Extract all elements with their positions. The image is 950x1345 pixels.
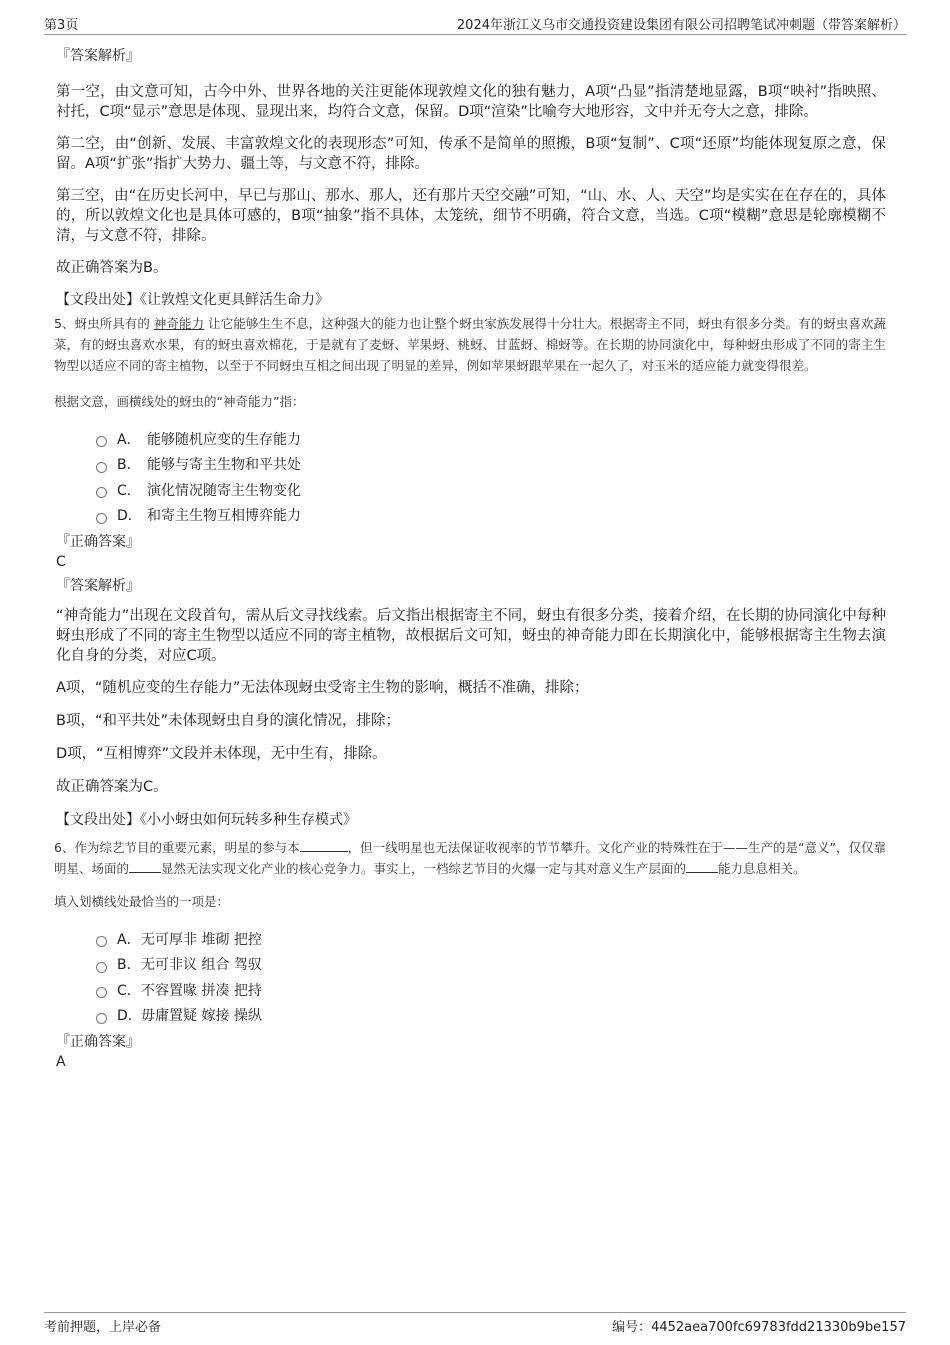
q5-analysis-p2: A项，“随机应变的生存能力”无法体现蚜虫受寄主生物的影响，概括不准确，排除； bbox=[56, 680, 589, 696]
q6-option-d[interactable] bbox=[56, 1003, 886, 1029]
q5-analysis-p1: “神奇能力”出现在文段首句，需从后文寻找线索。后文指出根据寄主不同，蚜虫有很多分类，接着介绍，在长期的协同演化中每种蚜虫形成了不同的寄主生物型以适应不同的寄主植物，故根据后文可知，蚜虫的神奇能力即在长期演化中，能够根据寄主生物去演化自身的分类，对应C项。 bbox=[56, 608, 886, 664]
q6-number: 6、 bbox=[54, 840, 75, 855]
q6-text-1: 作为综艺节目的重要元素，明星的参与本 bbox=[74, 840, 300, 855]
q6-option-c[interactable] bbox=[56, 977, 886, 1003]
radio-icon[interactable] bbox=[96, 962, 107, 973]
option-key: B． bbox=[117, 957, 141, 974]
q6-blank-1 bbox=[300, 838, 348, 852]
q4-analysis-p1: 第一空，由文意可知，古今中外、世界各地的关注更能体现敦煌文化的独有魅力，A项“凸显”指清楚地显露，B项“映衬”指映照、衬托，C项“显示”意思是体现、显现出来，均符合文意，保留。D项“渲染”比喻夸大地形容，文中并无夸大之意，排除。 bbox=[56, 84, 886, 120]
q5-option-a[interactable] bbox=[56, 426, 886, 452]
q6-text-2: ，但一线明星也无法保证收视率的节节攀升。文化产业的特殊性在于——生产的是“意义”，仅仅靠明星、场面的 bbox=[54, 840, 886, 876]
q5-question bbox=[54, 313, 886, 376]
q5-conclusion: 故正确答案为C。 bbox=[56, 779, 168, 795]
q5-correct-label: 『正确答案』 bbox=[56, 534, 140, 550]
option-key: D． bbox=[117, 508, 142, 525]
q4-analysis-p2: 第二空，由“创新、发展、丰富敦煌文化的表现形态”可知，传承不是简单的照搬，B项“复制”、C项“还原”均能体现复原之意，保留。A项“扩张”指扩大势力、疆土等，与文意不符，排除。 bbox=[56, 136, 886, 172]
option-key: C． bbox=[117, 482, 141, 499]
page-header bbox=[44, 14, 906, 35]
q6-correct-label: 『正确答案』 bbox=[56, 1034, 140, 1050]
option-text: 不容置喙 拼凑 把持 bbox=[141, 982, 262, 999]
page-number: 第3页 bbox=[44, 18, 79, 33]
option-key: B． bbox=[117, 457, 141, 474]
q6-question bbox=[54, 837, 886, 879]
q5-analysis-label: 『答案解析』 bbox=[56, 578, 140, 594]
q5-option-c[interactable] bbox=[56, 477, 886, 503]
radio-icon[interactable] bbox=[96, 987, 107, 998]
q5-option-d[interactable] bbox=[56, 503, 886, 529]
q5-text-a: 蚜虫所具有的 bbox=[74, 316, 150, 331]
q5-option-b[interactable] bbox=[56, 452, 886, 478]
radio-icon[interactable] bbox=[96, 1013, 107, 1024]
q5-options bbox=[56, 426, 886, 528]
q6-text-3: 显然无法实现文化产业的核心竞争力。事实上，一档综艺节目的火爆一定与其对意义生产层面的 bbox=[161, 861, 687, 876]
q4-analysis-label: 『答案解析』 bbox=[56, 48, 140, 64]
q5-correct-answer: C bbox=[56, 554, 66, 570]
q6-blank-2 bbox=[129, 859, 161, 873]
option-text: 和寄主生物互相博弈能力 bbox=[147, 508, 301, 525]
radio-icon[interactable] bbox=[96, 462, 107, 473]
option-text: 无可非议 组合 驾驭 bbox=[141, 957, 262, 974]
document-id: 编号：4452aea700fc69783fdd21330b9be157 bbox=[612, 1320, 906, 1335]
option-key: A． bbox=[117, 931, 141, 948]
radio-icon[interactable] bbox=[96, 513, 107, 524]
option-text: 毋庸置疑 嫁接 操纵 bbox=[141, 1008, 262, 1025]
option-key: D． bbox=[117, 1008, 142, 1025]
option-text: 能够与寄主生物和平共处 bbox=[147, 457, 301, 474]
page-content bbox=[56, 44, 886, 1072]
q6-option-b[interactable] bbox=[56, 952, 886, 978]
page-footer bbox=[44, 1312, 906, 1335]
q5-number: 5、 bbox=[54, 316, 75, 331]
q5-prompt: 根据文意，画横线处的蚜虫的“神奇能力”指： bbox=[54, 394, 305, 409]
q6-text-4: 能力息息相关。 bbox=[718, 861, 806, 876]
q5-text-b: 让它能够生生不息，这种强大的能力也让整个蚜虫家族发展得十分壮大。根据寄主不同，蚜虫有很多分类。有的蚜虫喜欢蔬菜，有的蚜虫喜欢水果，有的蚜虫喜欢棉花，于是就有了麦蚜、苹果蚜、桃蚜、甘蓝蚜、棉蚜等。在长期的协同演化中，每种蚜虫形成了不同的寄主生物型以适应不同的寄主植物，以至于不同蚜虫互相之间出现了明显的差异，例如苹果蚜跟苹果在一起久了，对玉米的适应能力就变得很差。 bbox=[54, 316, 886, 373]
q4-source: 【文段出处】《让敦煌文化更具鲜活生命力》 bbox=[56, 292, 329, 308]
radio-icon[interactable] bbox=[96, 936, 107, 947]
q4-analysis-p3: 第三空，由“在历史长河中，早已与那山、那水、那人，还有那片天空交融”可知，“山、水、人、天空”均是实实在在存在的，具体的，所以敦煌文化也是具体可感的，B项“抽象”指不具体，太笼统，细节不明确，符合文意，当选。C项“模糊”意思是轮廓模糊不清，与文意不符，排除。 bbox=[56, 188, 886, 244]
option-text: 能够随机应变的生存能力 bbox=[147, 431, 301, 448]
q6-option-a[interactable] bbox=[56, 926, 886, 952]
q6-blank-3 bbox=[686, 859, 718, 873]
option-text: 无可厚非 堆砌 把控 bbox=[141, 931, 262, 948]
q5-underlined-phrase: 神奇能力 bbox=[153, 316, 205, 331]
option-key: C． bbox=[117, 982, 141, 999]
q6-correct-answer: A bbox=[56, 1054, 66, 1070]
q4-conclusion: 故正确答案为B。 bbox=[56, 260, 168, 276]
q6-prompt: 填入划横线处最恰当的一项是： bbox=[54, 894, 230, 909]
footer-slogan: 考前押题，上岸必备 bbox=[44, 1320, 162, 1335]
radio-icon[interactable] bbox=[96, 436, 107, 447]
option-text: 演化情况随寄主生物变化 bbox=[147, 482, 301, 499]
option-key: A． bbox=[117, 431, 141, 448]
q5-source: 【文段出处】《小小蚜虫如何玩转多种生存模式》 bbox=[56, 812, 357, 828]
q5-analysis-p3: B项，“和平共处”未体现蚜虫自身的演化情况，排除； bbox=[56, 713, 400, 729]
q6-options bbox=[56, 926, 886, 1028]
radio-icon[interactable] bbox=[96, 487, 107, 498]
document-title: 2024年浙江义乌市交通投资建设集团有限公司招聘笔试冲刺题（带答案解析） bbox=[456, 18, 906, 33]
q5-analysis-p4: D项，“互相博弈”文段并未体现，无中生有，排除。 bbox=[56, 746, 387, 762]
